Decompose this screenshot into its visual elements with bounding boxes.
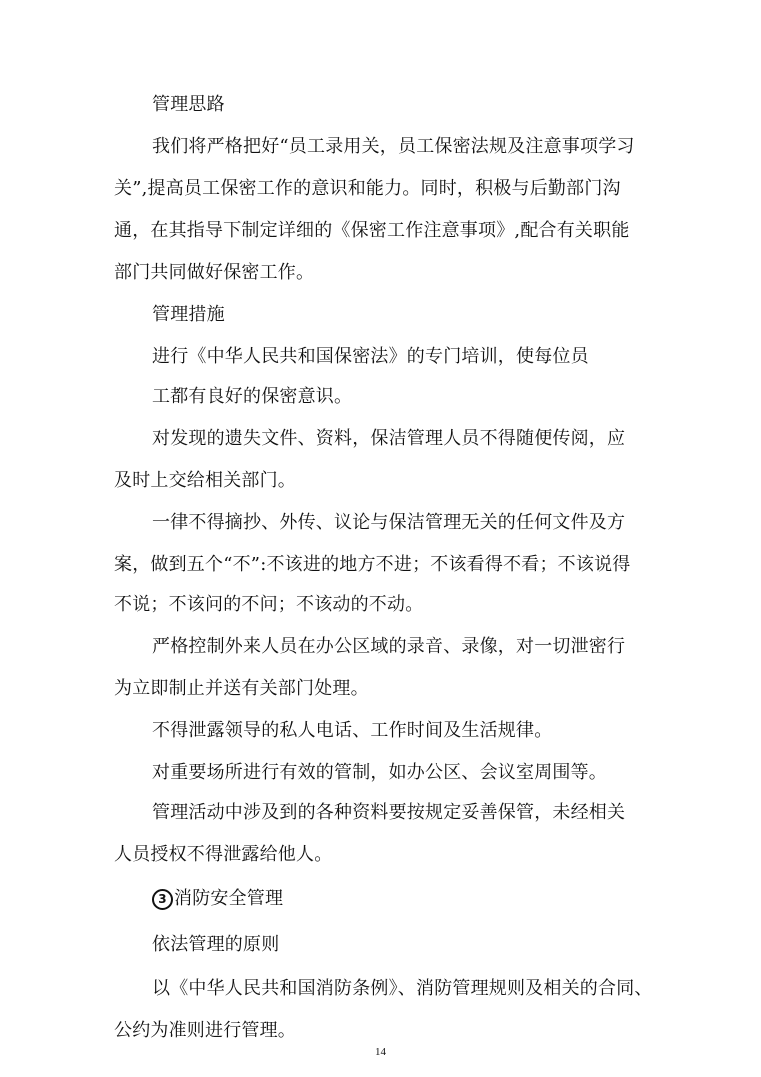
paragraph-line: 以《中华人民共和国消防条例》、消防管理规则及相关的合同、 <box>152 978 653 999</box>
paragraph-line: 进行《中华人民共和国保密法》的专门培训，使每位员 <box>152 346 589 367</box>
paragraph-line: 不得泄露领导的私人电话、工作时间及生活规律。 <box>152 720 553 741</box>
paragraph-line: 为立即制止并送有关部门处理。 <box>114 678 369 699</box>
paragraph-line: 部门共同做好保密工作。 <box>114 262 315 283</box>
paragraph-line: 一律不得摘抄、外传、议论与保洁管理无关的任何文件及方 <box>152 512 626 533</box>
heading-fire-safety-text: 消防安全管理 <box>174 888 284 909</box>
paragraph-line: 管理活动中涉及到的各种资料要按规定妥善保管，未经相关 <box>152 802 626 823</box>
paragraph-line: 不说；不该问的不问；不该动的不动。 <box>114 594 424 615</box>
paragraph-line: 通，在其指导下制定详细的《保密工作注意事项》,配合有关职能 <box>114 220 630 241</box>
heading-legal-principle: 依法管理的原则 <box>152 934 280 955</box>
heading-fire-safety <box>152 887 283 911</box>
heading-management-approach: 管理思路 <box>152 94 225 115</box>
paragraph-line: 及时上交给相关部门。 <box>114 470 296 491</box>
page-number: 14 <box>375 1046 386 1058</box>
paragraph-line: 严格控制外来人员在办公区域的录音、录像，对一切泄密行 <box>152 636 626 657</box>
paragraph-line: 工都有良好的保密意识。 <box>152 386 353 407</box>
paragraph-line: 公约为准则进行管理。 <box>114 1020 296 1041</box>
paragraph-line: 案，做到五个“不”:不该进的地方不进；不该看得不看；不该说得 <box>114 554 631 575</box>
paragraph-line: 关”,提高员工保密工作的意识和能力。同时，积极与后勤部门沟 <box>114 178 621 199</box>
paragraph-line: 人员授权不得泄露给他人。 <box>114 844 333 865</box>
paragraph-line: 对发现的遗失文件、资料，保洁管理人员不得随便传阅，应 <box>152 428 626 449</box>
circled-number-marker: 3 <box>152 889 173 910</box>
paragraph-line: 对重要场所进行有效的管制，如办公区、会议室周围等。 <box>152 762 607 783</box>
heading-management-measures: 管理措施 <box>152 304 225 325</box>
paragraph-line: 我们将严格把好“员工录用关，员工保密法规及注意事项学习 <box>152 136 635 157</box>
